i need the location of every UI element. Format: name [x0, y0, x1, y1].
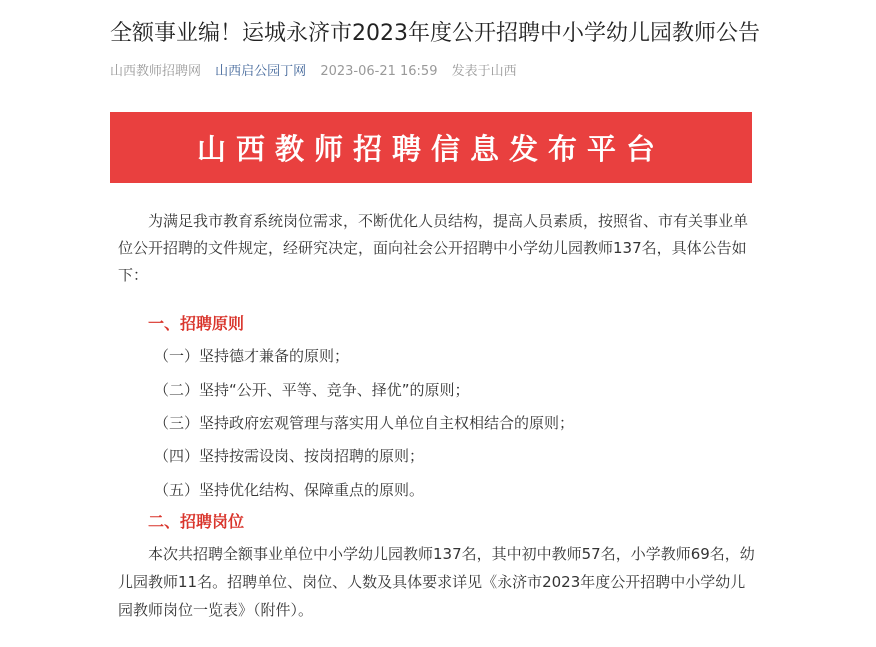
- principle-item-5: （五）坚持优化结构、保障重点的原则。: [154, 481, 425, 499]
- principle-item-4: （四）坚持按需设岗、按岗招聘的原则；: [154, 447, 425, 465]
- section-heading-positions: 二、招聘岗位: [148, 512, 245, 531]
- article-title: 全额事业编！运城永济市2023年度公开招聘中小学幼儿园教师公告: [110, 21, 760, 46]
- positions-text: 本次共招聘全额事业单位中小学幼儿园教师137名，其中初中教师57名，小学教师69名，幼儿园教师11名。招聘单位、岗位、人数及具体要求详见《永济市2023年度公开招聘中小学幼儿园教师岗位一览表》（附件）。: [118, 545, 755, 619]
- intro-text: 为满足我市教育系统岗位需求，不断优化人员结构，提高人员素质，按照省、市有关事业单位公开招聘的文件规定，经研究决定，面向社会公开招聘中小学幼儿园教师137名，具体公告如下：: [118, 212, 749, 284]
- positions-paragraph: [118, 540, 758, 624]
- platform-banner: 山西教师招聘信息发布平台: [110, 112, 752, 183]
- article-meta: [110, 62, 527, 82]
- publish-datetime: 2023-06-21 16:59: [320, 64, 438, 79]
- intro-paragraph: [118, 208, 758, 289]
- section-heading-principles: 一、招聘原则: [148, 314, 245, 333]
- publish-location: 发表于山西: [451, 64, 517, 79]
- source-label: 山西教师招聘网: [110, 64, 202, 79]
- principle-item-1: （一）坚持德才兼备的原则；: [154, 347, 350, 365]
- author-link[interactable]: 山西启公园丁网: [215, 64, 307, 79]
- principle-item-3: （三）坚持政府宏观管理与落实用人单位自主权相结合的原则；: [154, 414, 575, 432]
- principle-item-2: （二）坚持“公开、平等、竞争、择优”的原则；: [154, 381, 470, 399]
